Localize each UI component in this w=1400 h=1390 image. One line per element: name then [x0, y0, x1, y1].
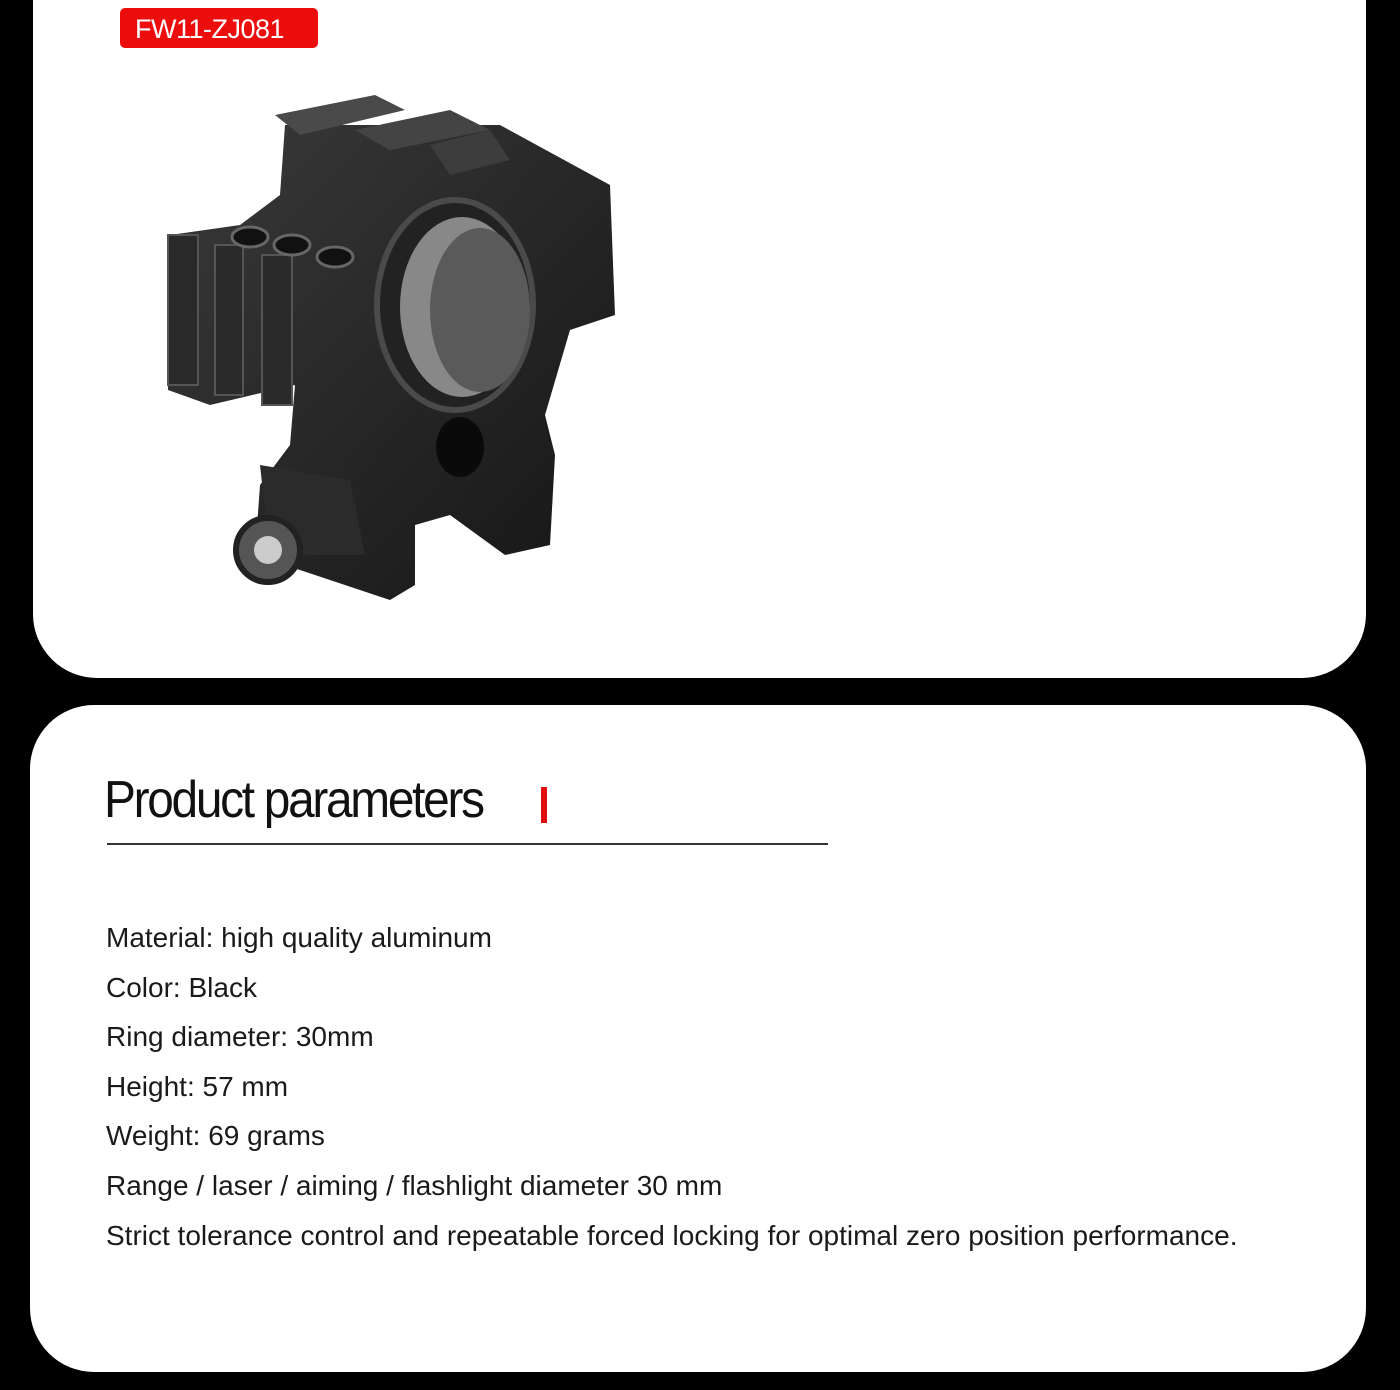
- parameter-accessory-diameter: Range / laser / aiming / flashlight diameter 30 mm: [106, 1169, 723, 1201]
- parameters-title: Product parameters: [104, 771, 483, 829]
- parameter-weight: Weight: 69 grams: [106, 1120, 325, 1152]
- title-divider: [107, 843, 828, 845]
- model-badge: FW11-ZJ081: [120, 8, 318, 48]
- parameter-ring-diameter: Ring diameter: 30mm: [106, 1021, 374, 1053]
- parameter-list: [106, 913, 1286, 1260]
- scope-ring-mount-image: [150, 85, 640, 615]
- parameter-material: Material: high quality aluminum: [106, 922, 492, 953]
- title-accent-bar: [541, 787, 547, 823]
- parameter-height: Height: 57 mm: [106, 1070, 289, 1102]
- parameter-tolerance: Strict tolerance control and repeatable forced locking for optimal zero position performance.: [106, 1219, 1238, 1251]
- parameter-color: Color: Black: [106, 971, 257, 1003]
